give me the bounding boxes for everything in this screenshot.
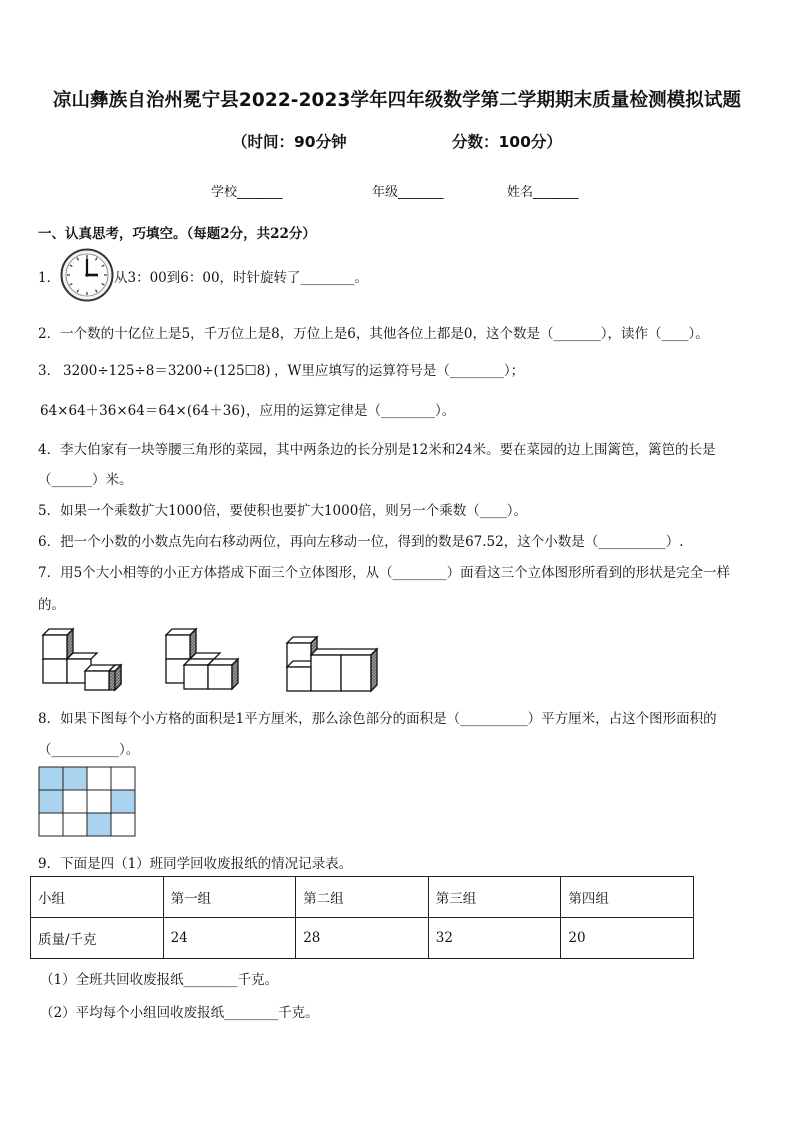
exam-title: 凉山彝族自治州冕宁县2022-2023学年四年级数学第二学期期末质量检测模拟试题 (52, 90, 742, 111)
table-cell: 32 (428, 918, 561, 959)
record-table (30, 876, 694, 959)
table-cell: 质量/千克 (31, 918, 164, 959)
q3-number: 3． (38, 363, 61, 379)
table-cell: 第三组 (428, 877, 561, 918)
q7-line2: 的。 (38, 597, 65, 613)
q5-text: 5．如果一个乘数扩大1000倍，要使积也要扩大1000倍，则另一个乘数（____）。 (38, 503, 528, 519)
q1-number: 1． (38, 270, 61, 286)
q4-line1: 4．李大伯家有一块等腰三角形的菜园，其中两条边的长分别是12米和24米。要在菜园的边上围篱笆，篱笆的长是 (38, 442, 716, 458)
q9-part1: （1）全班共回收废报纸________千克。 (40, 972, 279, 988)
q6-text: 6．把一个小数的小数点先向右移动两位，再向左移动一位，得到的数是67.52，这个小数是（__________）. (38, 534, 684, 550)
q7-line1: 7．用5个大小相等的小正方体搭成下面三个立体图形，从（________）面看这三个立体图形所看到的形状是完全一样 (38, 565, 731, 581)
q3-expression: 3200÷125÷8＝3200÷(125☐8) (63, 363, 271, 379)
q3-text: ，W里应填写的运算符号是（________）； (274, 363, 525, 379)
section-1-title: 一、认真思考，巧填空。（每题2分，共22分） (38, 226, 316, 242)
table-cell: 小组 (31, 877, 164, 918)
table-cell: 第二组 (296, 877, 429, 918)
q8-line2: （__________）。 (38, 742, 140, 758)
name-field: 姓名_______ (507, 185, 579, 200)
table-cell: 28 (296, 918, 429, 959)
area-grid-figure (38, 766, 136, 838)
q3b-expression: 64×64＋36×64＝64×(64＋36) (40, 403, 246, 419)
q9-part2: （2）平均每个小组回收废报纸________千克。 (40, 1005, 319, 1021)
q8-line1: 8．如果下图每个小方格的面积是1平方厘米，那么涂色部分的面积是（__________）平方厘米，占这个图形面积的 (38, 711, 717, 727)
exam-time: （时间：90分钟 (232, 133, 347, 151)
table-cell: 24 (163, 918, 296, 959)
grade-field: 年级_______ (372, 185, 444, 200)
table-row (31, 918, 694, 959)
q3b-text: ，应用的运算定律是（________）。 (246, 403, 456, 419)
cube-figure-1 (40, 622, 130, 694)
exam-score: 分数：100分） (452, 133, 562, 151)
cube-figure-3 (283, 630, 383, 694)
table-header-row (31, 877, 694, 918)
q4-line2: （______）米。 (38, 472, 133, 488)
table-cell: 20 (561, 918, 694, 959)
table-cell: 第四组 (561, 877, 694, 918)
school-field: 学校_______ (211, 185, 283, 200)
q9-text: 9．下面是四（1）班同学回收废报纸的情况记录表。 (38, 856, 353, 872)
table-cell: 第一组 (163, 877, 296, 918)
q2-text: 2．一个数的十亿位上是5，千万位上是8，万位上是6，其他各位上都是0，这个数是（_______），读作（____）。 (38, 326, 709, 342)
cube-figure-2 (163, 622, 253, 694)
clock-icon (60, 248, 114, 302)
q1-text: 从3：00到6：00，时针旋转了________。 (114, 270, 369, 286)
